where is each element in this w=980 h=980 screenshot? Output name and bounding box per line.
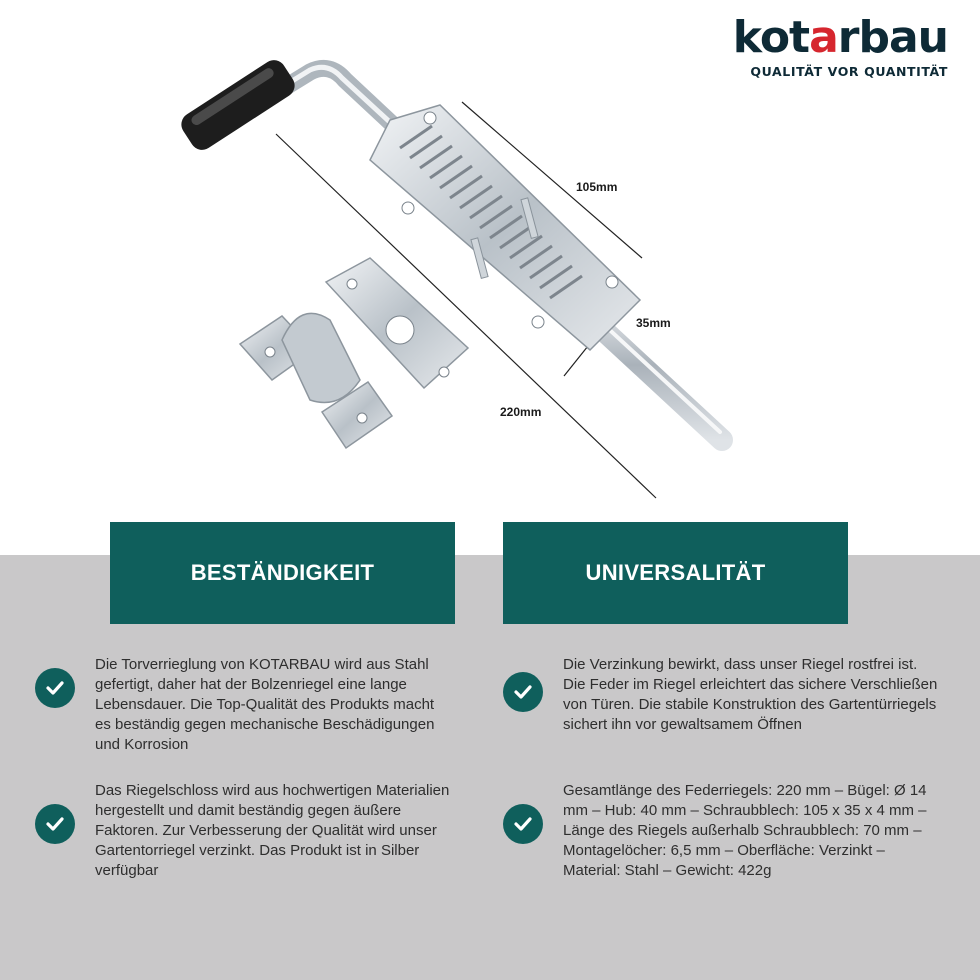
feature-text-right-1: Die Verzinkung bewirkt, dass unser Riegel rostfrei ist. Die Feder im Riegel erleichtert das sichere Verschließen von Türen. Die stabile Konstruktion des Gartentürriegels sichert ihn vor gewaltsamem Öffnen xyxy=(563,656,938,733)
feature-text-left-1: Die Torverrieglung von KOTARBAU wird aus Stahl gefertigt, daher hat der Bolzenriegel eine lange Lebensdauer. Die Top-Qualität des Produkts macht es beständig gegen mechanische Beschädigungen und Korrosion xyxy=(95,656,435,753)
banner-title: UNIVERSALITÄT xyxy=(585,560,766,585)
check-icon xyxy=(503,672,543,712)
banner-title: BESTÄNDIGKEIT xyxy=(190,560,375,585)
brand-tagline: QUALITÄT VOR QUANTITÄT xyxy=(750,64,948,79)
staple-bracket xyxy=(240,313,392,448)
check-icon xyxy=(35,804,75,844)
banner-universalitaet xyxy=(503,522,848,624)
brand-wordmark: kotarbau xyxy=(732,12,948,63)
check-icon xyxy=(503,804,543,844)
dimension-220: 220mm xyxy=(500,405,542,419)
banner-bestaendigkeit xyxy=(110,522,455,624)
check-icon xyxy=(35,668,75,708)
feature-text-right-2: Gesamtlänge des Federriegels: 220 mm – Bügel: Ø 14 mm – Hub: 40 mm – Schraubblech: 105 x 35 x 4 mm – Länge des Riegels außerhalb Schraubblech: 70 mm – Montagelöcher: 6,5 mm – Oberfläche: Verzinkt – Material: Stahl – Gewicht: 422g xyxy=(563,782,927,879)
dimension-35: 35mm xyxy=(636,316,671,330)
black-grip xyxy=(177,56,299,155)
feature-text-left-2: Das Riegelschloss wird aus hochwertigen Materialien hergestellt und damit beständig gegen äußere Faktoren. Zur Verbesserung der Qualität wird unser Gartentorriegel verzinkt. Das Produkt ist in Silber verfügbar xyxy=(95,782,450,879)
dimension-105: 105mm xyxy=(576,180,618,194)
